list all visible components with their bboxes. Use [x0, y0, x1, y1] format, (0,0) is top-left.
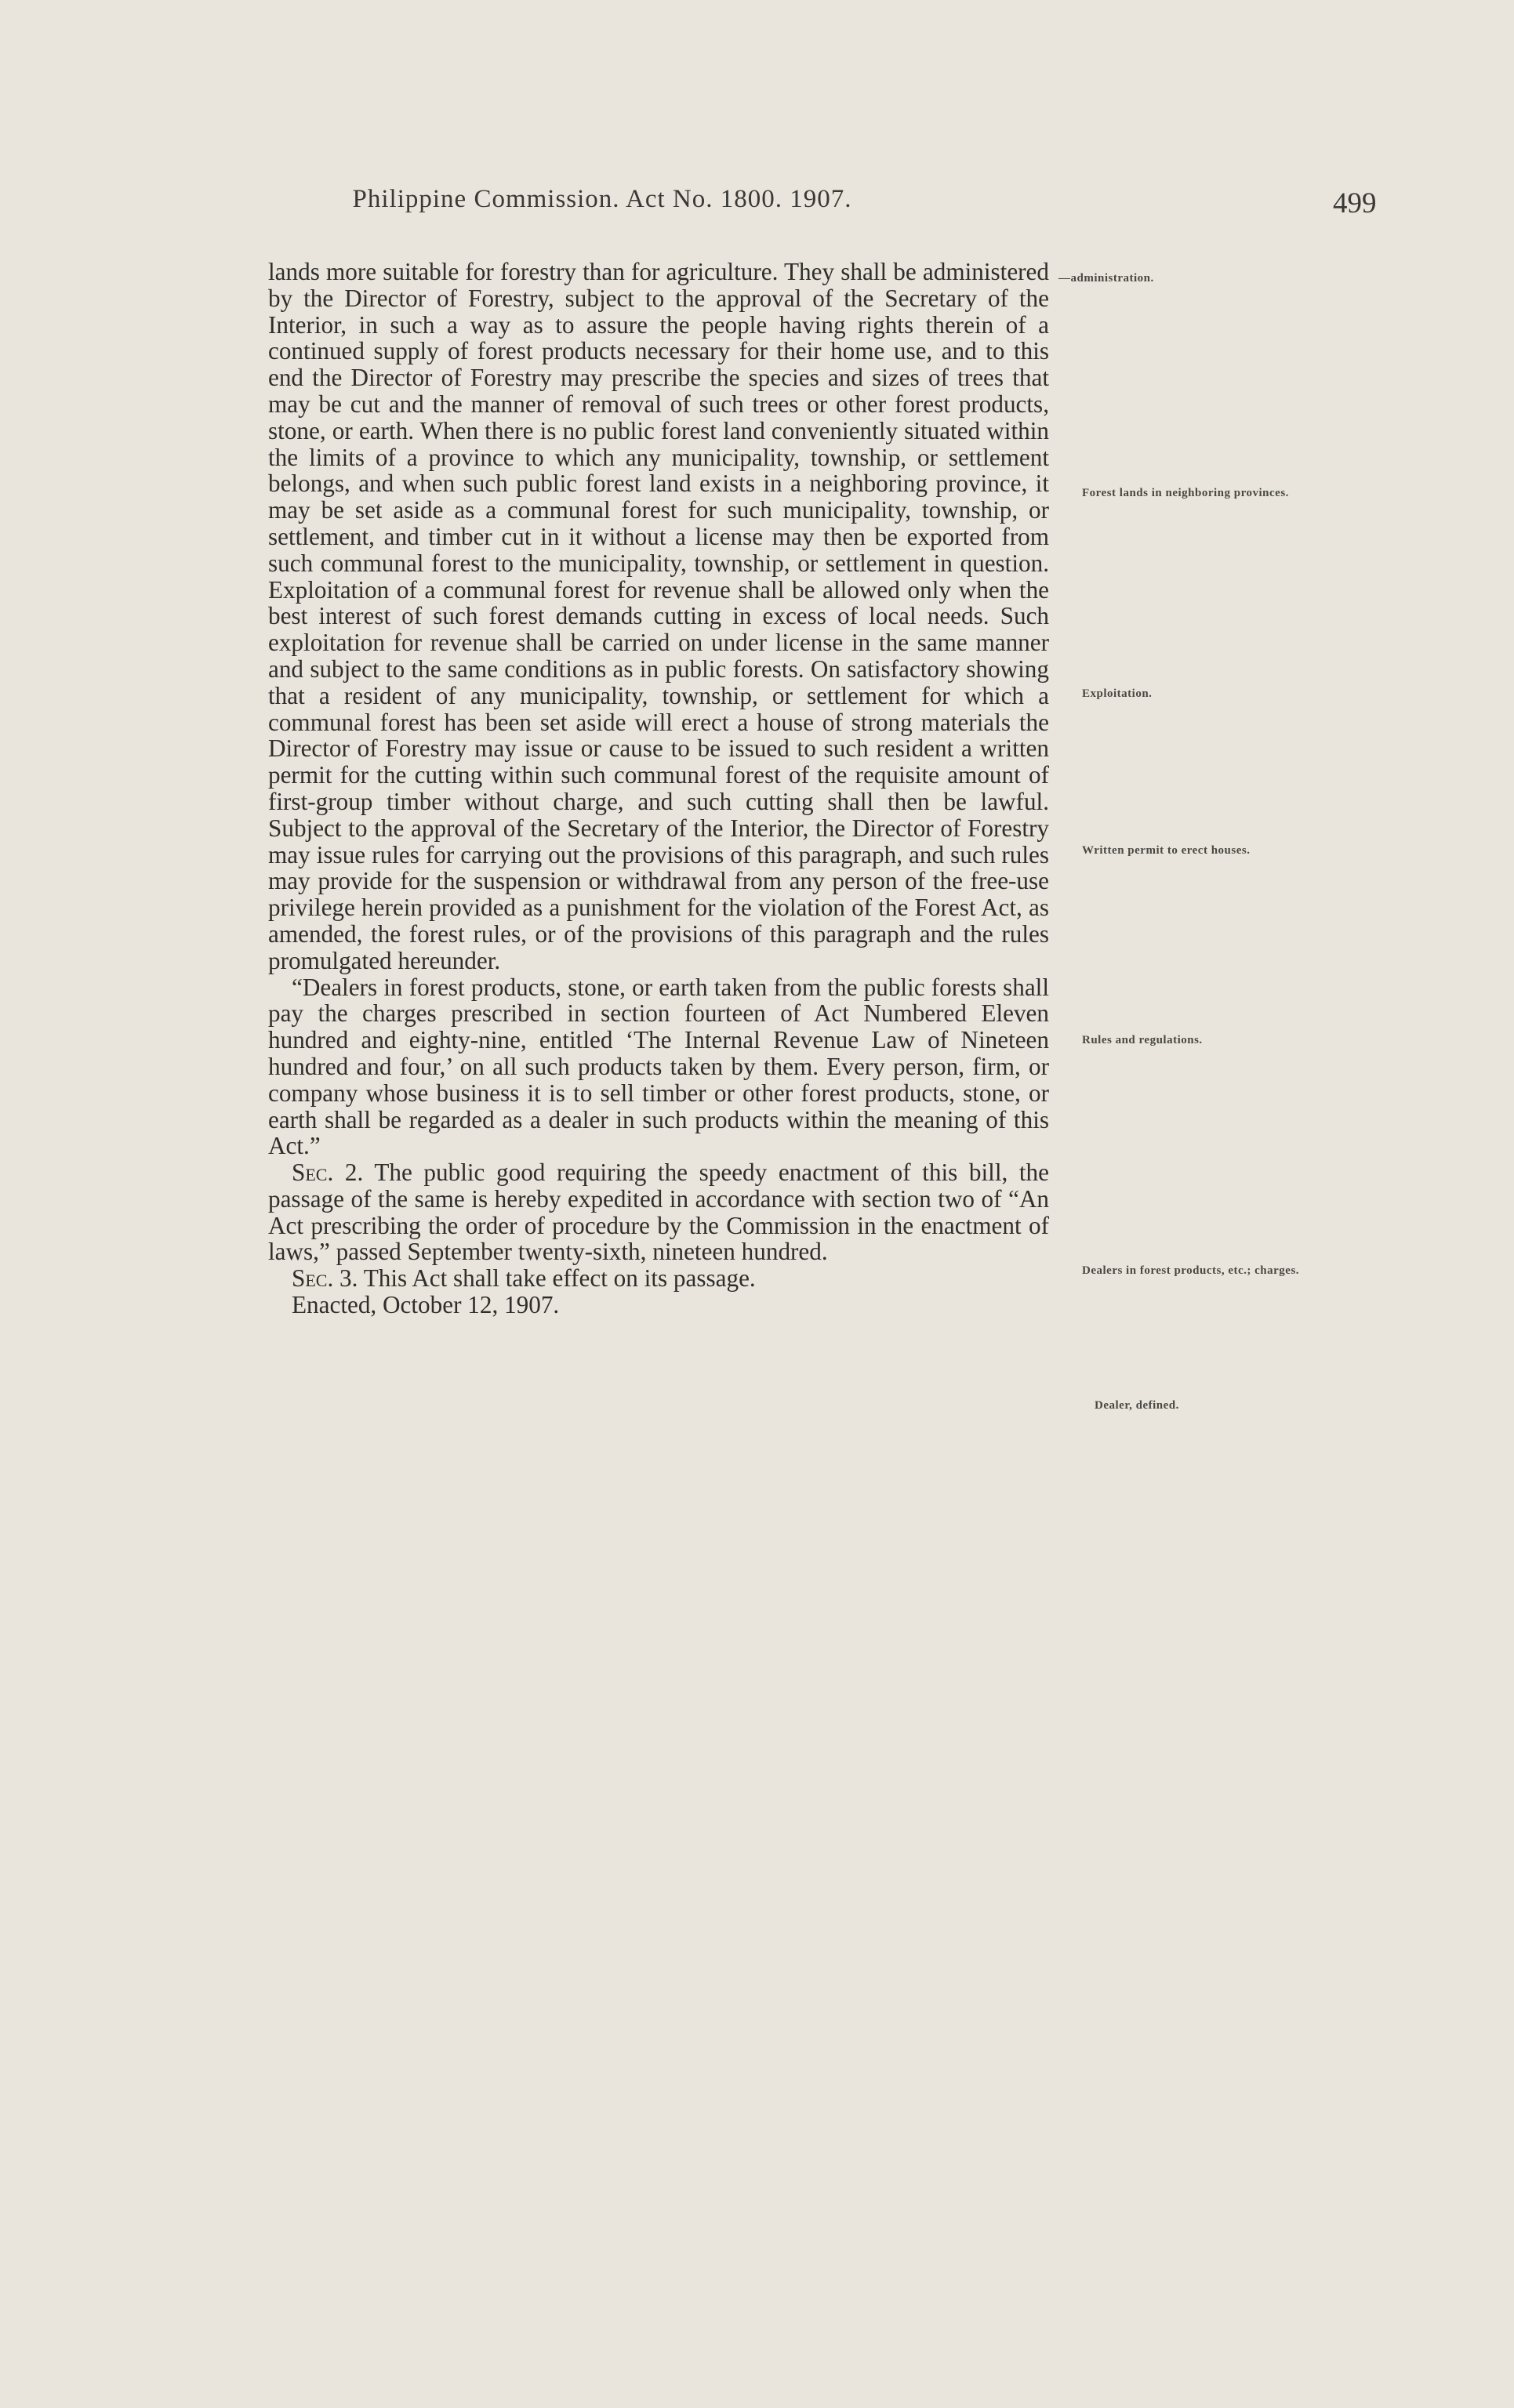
paragraph-section-2: [268, 1159, 1049, 1265]
body-text: [268, 259, 1049, 1318]
margin-note-written-permit: Written permit to erect houses.: [1082, 844, 1251, 857]
running-head: Philippine Commission. Act No. 1800. 1907.: [352, 185, 852, 213]
section-3-label: Sec. 3.: [292, 1264, 358, 1293]
section-3-text: This Act shall take effect on its passage.: [363, 1264, 756, 1293]
paragraph-dealers: “Dealers in forest products, stone, or earth taken from the public forests shall pay the charges prescribed in section fourteen of Act Numbered Eleven hundred and eighty-nine, entitled ‘The Internal Revenue Law of Nineteen hundred and four,’ on all such products taken by them. Every person, firm, or company whose business it is to sell timber or other forest products, stone, or earth shall be regarded as a dealer in such products within the meaning of this Act.”: [268, 973, 1049, 1160]
margin-note-dealers: Dealers in forest products, etc.; charges.: [1082, 1264, 1300, 1277]
paragraph-section-3: [268, 1265, 1049, 1292]
section-2-text: The public good requiring the speedy enactment of this bill, the passage of the same is hereby expedited in accordance with section two of “An Act prescribing the order of procedure by the Commission in the enactment of laws,” passed September twenty-sixth, nineteen hundred.: [268, 1159, 1049, 1266]
paragraph-administration: lands more suitable for forestry than for agriculture. They shall be administered by the Director of Forestry, subject to the approval of the Secretary of the Interior, in such a way as to assure the people having rights therein of a continued supply of forest products necessary for their home use, and to this end the Director of Forestry may prescribe the species and sizes of trees that may be cut and the manner of removal of such trees or other forest products, stone, or earth. When there is no public forest land conveniently situated within the limits of a province to which any municipality, township, or settlement belongs, and when such public forest land exists in a neighboring province, it may be set aside as a communal forest for such municipality, township, or settlement, and timber cut in it without a license may then be exported from such communal forest to the municipality, township, or settlement in question. Exploitation of a communal forest for revenue shall be allowed only when the best interest of such forest demands cutting in excess of local needs. Such exploitation for revenue shall be carried on under license in the same manner and subject to the same conditions as in public forests. On satisfactory showing that a resident of any municipality, township, or settlement for which a communal forest has been set aside will erect a house of strong materials the Director of Forestry may issue or cause to be issued to such resident a written permit for the cutting within such communal forest of the requisite amount of first-group timber without charge, and such cutting shall then be lawful. Subject to the approval of the Secretary of the Interior, the Director of Forestry may issue rules for carrying out the provisions of this paragraph, and such rules may provide for the suspension or withdrawal from any person of the free-use privilege herein provided as a punishment for the violation of the Forest Act, as amended, the forest rules, or of the provisions of this paragraph and the rules promulgated hereunder.: [268, 258, 1049, 974]
page-number: 499: [1333, 187, 1377, 219]
enactment-date: Enacted, October 12, 1907.: [292, 1291, 560, 1319]
margin-note-rules: Rules and regulations.: [1082, 1034, 1203, 1046]
section-2-label: Sec. 2.: [292, 1159, 364, 1187]
margin-note-dealer-defined: Dealer, defined.: [1095, 1399, 1179, 1412]
margin-note-exploitation: Exploitation.: [1082, 687, 1153, 700]
margin-note-forest-lands: Forest lands in neighboring provinces.: [1082, 487, 1289, 499]
margin-note-administration: —administration.: [1058, 272, 1154, 285]
